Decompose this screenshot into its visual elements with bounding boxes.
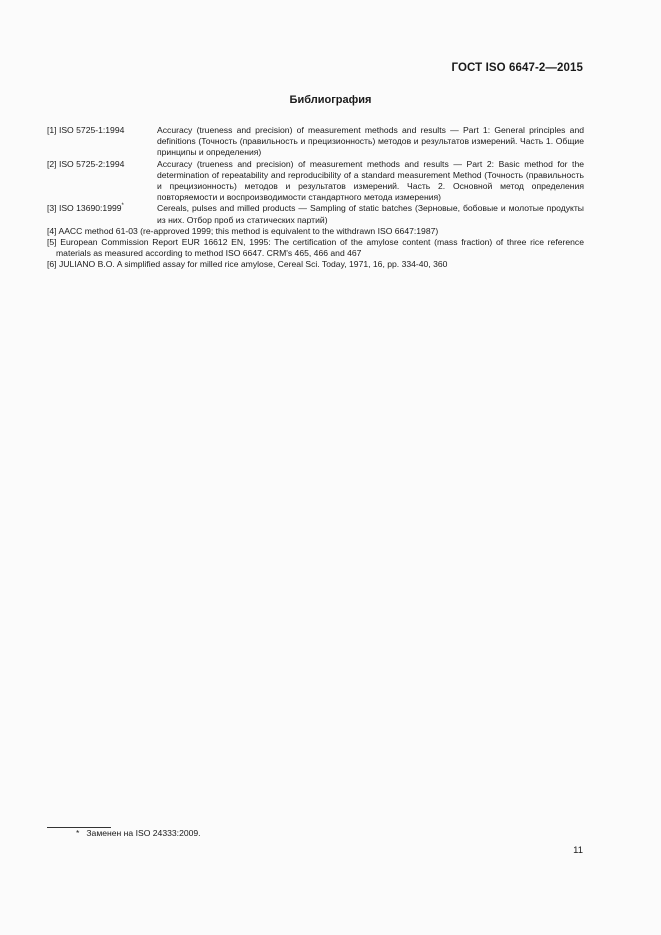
entry-key: [2] ISO 5725-2:1994 [47, 158, 125, 169]
page-number: 11 [573, 845, 583, 856]
entry-text: Cereals, pulses and milled products — Sampling of static batches (Зерновые, бобовые и молотые продукты из них. Отбор проб из статических партий) [157, 203, 584, 225]
bibliography-list [47, 125, 584, 271]
bibliography-entry [47, 203, 584, 225]
entry-text: Accuracy (trueness and precision) of measurement methods and results — Part 1: General principles and definitions (Точность (правильность и прецизионность) методов и результатов измерений. Часть 1. Общие принципы и определения) [157, 125, 584, 158]
entry-key: [1] ISO 5725-1:1994 [47, 125, 125, 135]
bibliography-entry [47, 125, 584, 159]
footnote [76, 828, 201, 838]
bibliography-entry: [4] AACC method 61-03 (re-approved 1999; this method is equivalent to the withdrawn ISO 6647:1987) [47, 225, 439, 236]
entry-key-container [47, 203, 157, 225]
bibliography-entry: [5] European Commission Report EUR 16612 EN, 1995: The certification of the amylose content (mass fraction) of three rice reference materials as measured according to method ISO 6647. CRM's 465, 466 and 467 [47, 237, 584, 259]
footnote-mark: * [76, 828, 80, 838]
bibliography-entry [47, 159, 584, 204]
entry-text: Accuracy (trueness and precision) of measurement methods and results — Part 2: Basic method for the determination of repeatability and reproducibility of a standard measurement Method (Точность (правильность и прецизионность) методов и результатов измерений. Часть 2. Основной метод определения повторяемости и воспроизводимости стандартного метода измерения) [157, 158, 584, 203]
footnote-text: Заменен на ISO 24333:2009. [86, 828, 201, 838]
bibliography-entry: [6] JULIANO B.O. A simplified assay for milled rice amylose, Cereal Sci. Today, 1971, 16, pp. 334-40, 360 [47, 259, 448, 270]
section-title: Библиография [289, 94, 372, 106]
entry-key: [3] ISO 13690:1999 [47, 203, 122, 214]
footnote-reference-mark: * [121, 203, 124, 210]
standard-designation: ГОСТ ISO 6647-2—2015 [451, 62, 583, 74]
